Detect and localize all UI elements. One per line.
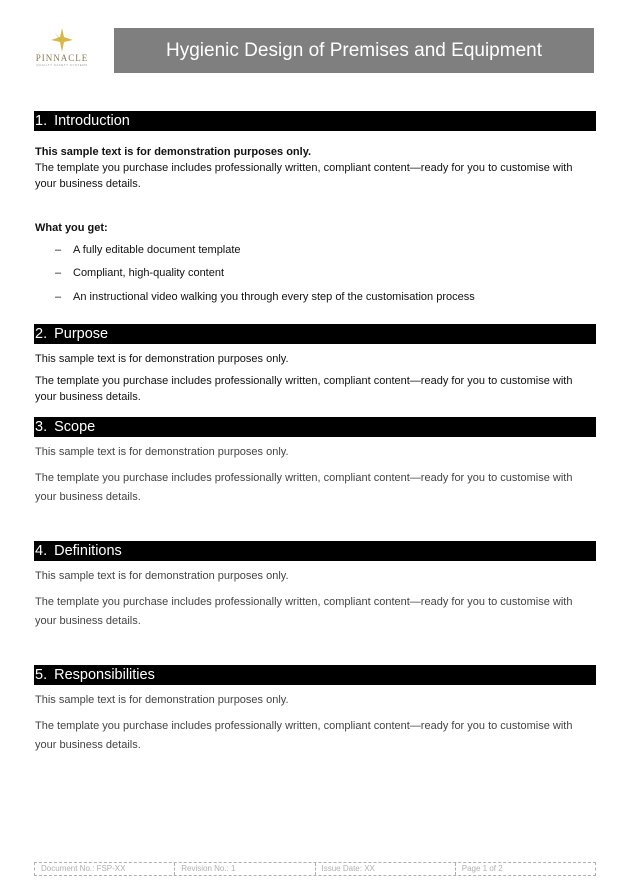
- footer-revision-no: Revision No.: 1: [175, 863, 315, 875]
- definitions-text-2: The template you purchase includes professionally written, compliant content—ready for you to customise with your business details.: [35, 596, 573, 627]
- company-logo: [30, 28, 94, 74]
- intro-lead-text: This sample text is for demonstration purposes only.: [35, 146, 312, 158]
- purpose-text-1: This sample text is for demonstration purposes only.: [35, 353, 289, 365]
- section-heading-introduction: [34, 111, 596, 131]
- responsibilities-text-2: The template you purchase includes professionally written, compliant content—ready for you to customise with your business details.: [35, 720, 573, 751]
- footer-page-number: Page 1 of 2: [461, 864, 503, 873]
- section-heading-responsibilities: [34, 665, 596, 685]
- footer-issue-date: Issue Date: XX: [316, 863, 456, 875]
- section-number: 2.: [35, 326, 48, 342]
- what-you-get-heading: What you get:: [35, 222, 108, 234]
- section-number: 1.: [35, 113, 48, 129]
- list-item-text: Compliant, high-quality content: [73, 267, 225, 279]
- section-title: Introduction: [54, 113, 130, 129]
- purpose-text-2: The template you purchase includes professionally written, compliant content—ready for you to customise with your business details.: [35, 375, 573, 403]
- page-footer: [34, 862, 596, 876]
- section-number: 5.: [35, 667, 48, 683]
- section-title: Definitions: [54, 543, 122, 559]
- logo-wordmark: PINNACLE: [35, 53, 89, 63]
- intro-body-text: The template you purchase includes professionally written, compliant content—ready for you to customise with your business details.: [35, 162, 573, 190]
- list-item: – An instructional video walking you through every step of the customisation process: [55, 291, 475, 303]
- section-number: 4.: [35, 543, 48, 559]
- section-title: Responsibilities: [54, 667, 155, 683]
- document-title: Hygienic Design of Premises and Equipment: [114, 28, 594, 73]
- responsibilities-text-1: This sample text is for demonstration purposes only.: [35, 694, 289, 706]
- list-item: – Compliant, high-quality content: [55, 267, 225, 279]
- definitions-text-1: This sample text is for demonstration purposes only.: [35, 570, 289, 582]
- scope-text-2: The template you purchase includes professionally written, compliant content—ready for you to customise with your business details.: [35, 472, 573, 503]
- section-title: Scope: [54, 419, 96, 435]
- section-title: Purpose: [54, 326, 109, 342]
- section-heading-definitions: [34, 541, 596, 561]
- list-item: – A fully editable document template: [55, 244, 241, 256]
- scope-text-1: This sample text is for demonstration purposes only.: [35, 446, 289, 458]
- footer-document-no: Document No.: FSP-XX: [35, 863, 175, 875]
- logo-tagline: QUALITY SAFETY SYSTEMS: [36, 63, 88, 67]
- star-logo-icon: [49, 28, 75, 52]
- section-heading-purpose: [34, 324, 596, 344]
- list-item-text: A fully editable document template: [73, 244, 241, 256]
- section-number: 3.: [35, 419, 48, 435]
- section-heading-scope: [34, 417, 596, 437]
- list-item-text: An instructional video walking you through every step of the customisation process: [73, 291, 475, 303]
